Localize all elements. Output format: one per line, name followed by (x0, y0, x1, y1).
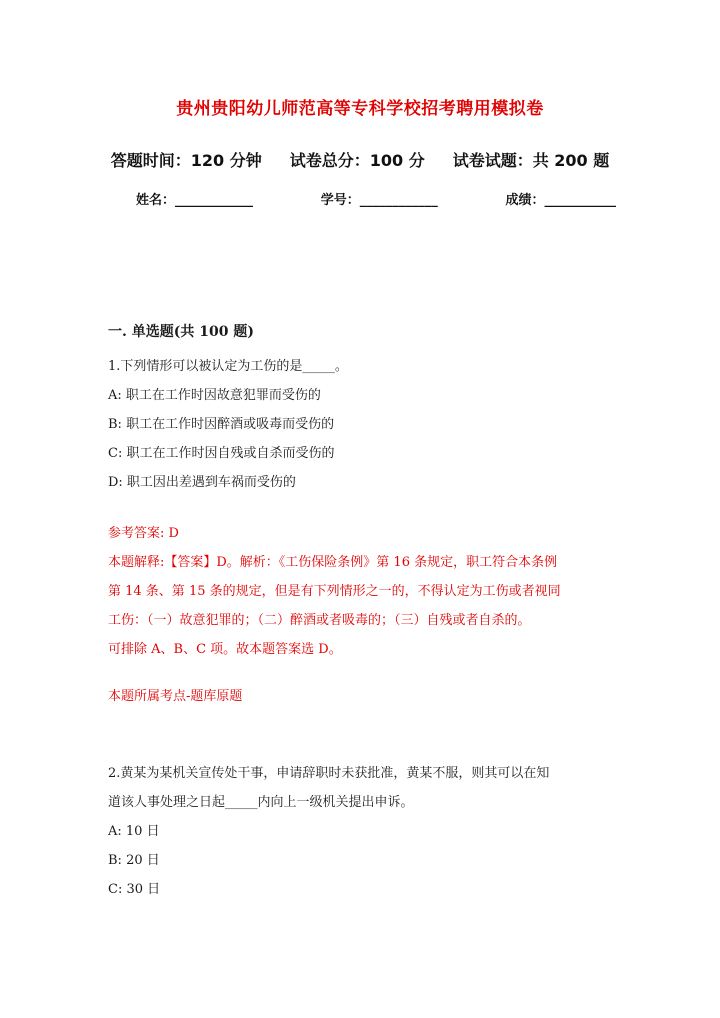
exam-title: 贵州贵阳幼儿师范高等专科学校招考聘用模拟卷 (176, 99, 544, 119)
question-1 (108, 352, 608, 711)
question-1-explanation-line-3: 工伤：（一）故意犯罪的；（二）醉酒或者吸毒的；（三）自残或者自杀的。 (108, 613, 531, 628)
grade-field: 成绩：___________ (505, 193, 616, 208)
exam-total-score: 试卷总分：100 分 (289, 151, 425, 170)
student-id-field: 学号：____________ (320, 193, 438, 208)
exam-content (108, 318, 608, 904)
question-1-option-d: D: 职工因出差遇到车祸而受伤的 (108, 475, 296, 490)
name-field: 姓名：____________ (136, 193, 254, 208)
section-heading: 一. 单选题(共 100 题) (108, 324, 254, 340)
question-2-option-c: C: 30 日 (108, 882, 161, 897)
question-1-stem: 1.下列情形可以被认定为工伤的是_____。 (108, 359, 348, 374)
student-info-fields (136, 189, 616, 208)
question-2-stem-line-2: 道该人事处理之日起_____内向上一级机关提出申诉。 (108, 795, 414, 810)
question-1-explanation-line-4: 可排除 A、B、C 项。故本题答案选 D。 (108, 642, 342, 657)
question-2-option-b: B: 20 日 (108, 853, 160, 868)
exam-meta (0, 148, 720, 171)
question-1-explanation-line-1: 本题解释:【答案】D。解析：《工伤保险条例》第 16 条规定，职工符合本条例 (108, 555, 558, 570)
exam-time: 答题时间：120 分钟 (110, 151, 262, 170)
question-1-option-b: B: 职工在工作时因醉酒或吸毒而受伤的 (108, 417, 335, 432)
question-2-stem-line-1: 2.黄某为某机关宣传处干事，申请辞职时未获批准，黄某不服，则其可以在知 (108, 766, 550, 781)
exam-question-count: 试卷试题：共 200 题 (452, 151, 610, 170)
question-1-answer: 参考答案: D (108, 526, 179, 541)
question-2 (108, 759, 608, 904)
question-1-topic: 本题所属考点-题库原题 (108, 689, 243, 704)
question-1-option-c: C: 职工在工作时因自残或自杀而受伤的 (108, 446, 335, 461)
question-1-option-a: A: 职工在工作时因故意犯罪而受伤的 (108, 388, 321, 403)
question-2-option-a: A: 10 日 (108, 824, 160, 839)
question-1-explanation-line-2: 第 14 条、第 15 条的规定，但是有下列情形之一的，不得认定为工伤或者视同 (108, 584, 561, 599)
